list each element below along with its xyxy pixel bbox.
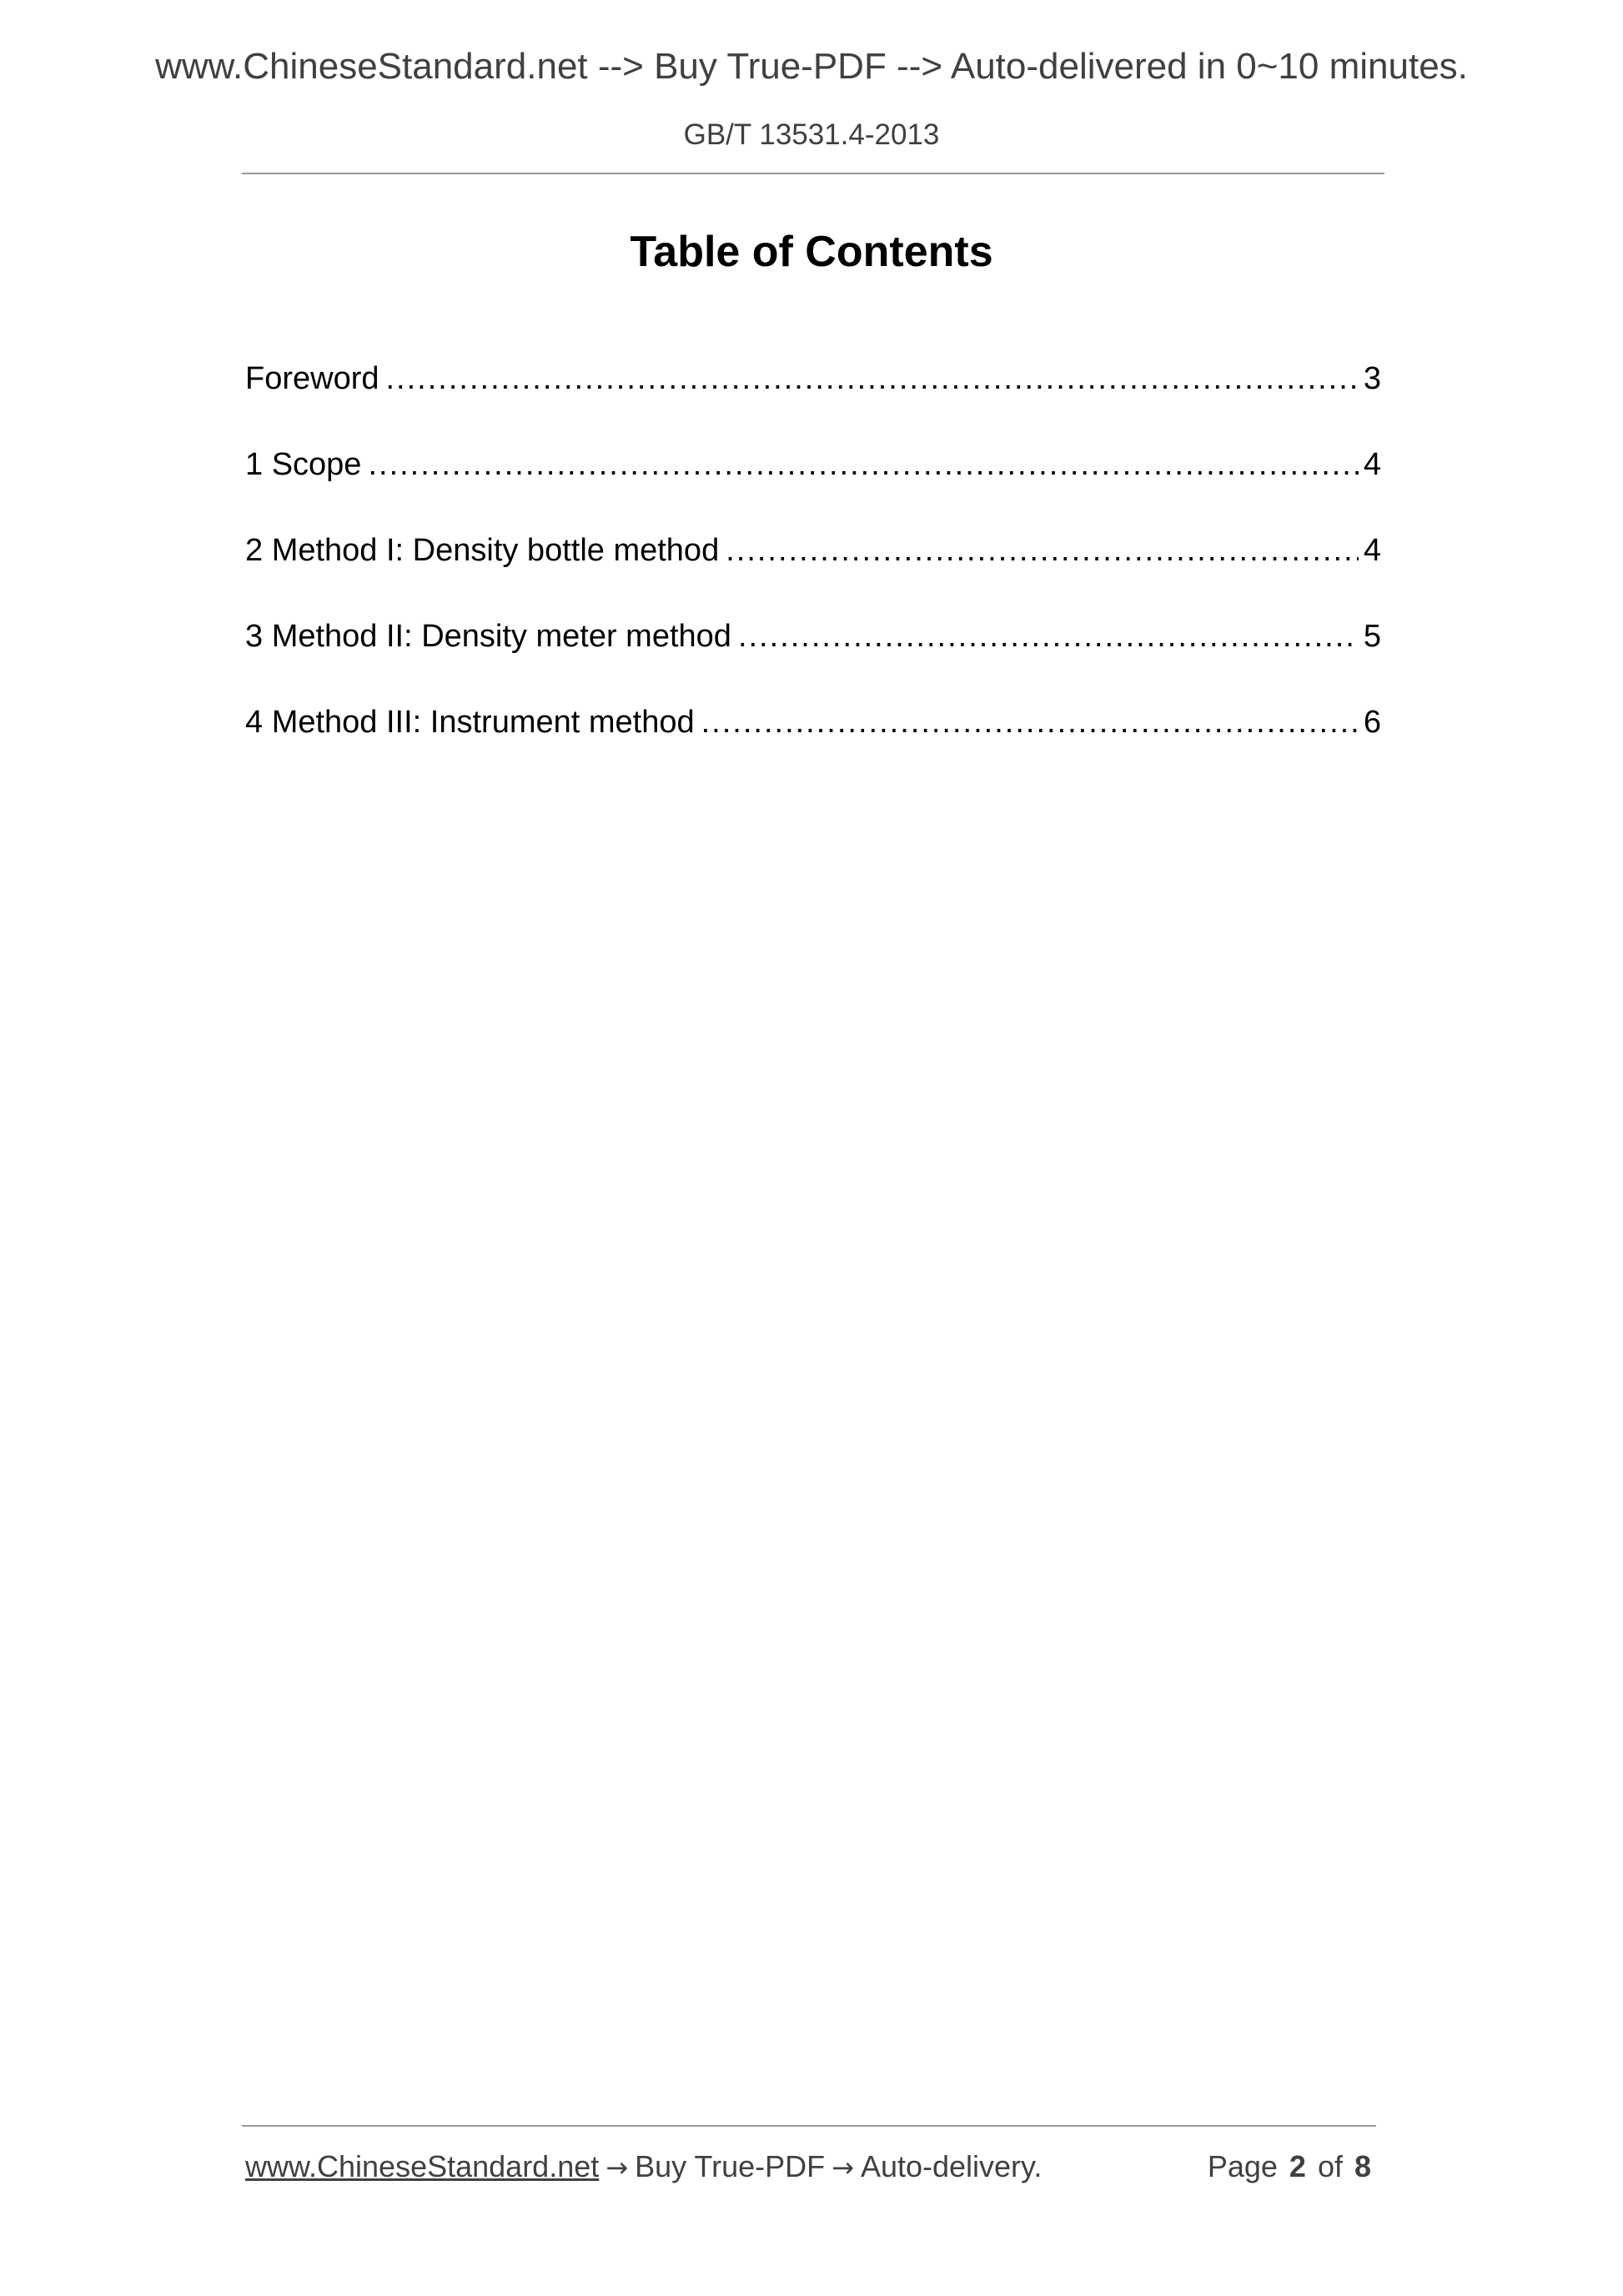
toc-entry-label: 1 Scope <box>245 447 362 482</box>
right-arrow-icon: → <box>605 2152 629 2183</box>
toc-entry-label: Foreword <box>245 361 379 396</box>
page-total: 8 <box>1354 2149 1371 2183</box>
toc-dot-leader <box>701 697 1359 747</box>
footer-delivery-text: Auto-delivery. <box>860 2149 1043 2183</box>
toc-entry-scope[interactable] <box>245 440 1381 525</box>
page-footer <box>245 2143 1376 2190</box>
toc-entry-foreword[interactable] <box>245 354 1381 440</box>
header-divider <box>242 173 1384 174</box>
top-banner: www.ChineseStandard.net --> Buy True-PDF --> Auto-delivered in 0~10 minutes. <box>155 46 1468 87</box>
page-current: 2 <box>1289 2149 1306 2183</box>
toc-dot-leader <box>368 440 1358 490</box>
footer-buy-text: Buy True-PDF <box>635 2149 826 2183</box>
toc-title: Table of Contents <box>630 228 993 276</box>
toc-dot-leader <box>386 354 1359 404</box>
toc-dot-leader <box>726 525 1359 575</box>
of-word: of <box>1317 2149 1343 2183</box>
right-arrow-icon: → <box>832 2152 854 2183</box>
toc-entry-page: 3 <box>1363 361 1381 396</box>
toc-entry-method-3[interactable] <box>245 697 1381 783</box>
page-word: Page <box>1207 2149 1278 2183</box>
page-indicator <box>1208 2143 1371 2190</box>
toc-entry-page: 5 <box>1363 619 1381 654</box>
footer-promo <box>245 2143 1042 2191</box>
toc-entry-method-2[interactable] <box>245 611 1381 697</box>
toc-list <box>245 354 1381 783</box>
toc-entry-page: 4 <box>1363 533 1381 568</box>
toc-entry-method-1[interactable] <box>245 525 1381 611</box>
footer-site-link[interactable]: www.ChineseStandard.net <box>245 2149 600 2183</box>
toc-dot-leader <box>738 611 1359 661</box>
footer-divider <box>242 2125 1376 2127</box>
document-code: GB/T 13531.4-2013 <box>683 118 940 151</box>
toc-entry-page: 6 <box>1363 705 1381 740</box>
toc-entry-page: 4 <box>1363 447 1381 482</box>
toc-entry-label: 2 Method I: Density bottle method <box>245 533 720 568</box>
toc-entry-label: 4 Method III: Instrument method <box>245 705 695 740</box>
toc-entry-label: 3 Method II: Density meter method <box>245 619 731 654</box>
